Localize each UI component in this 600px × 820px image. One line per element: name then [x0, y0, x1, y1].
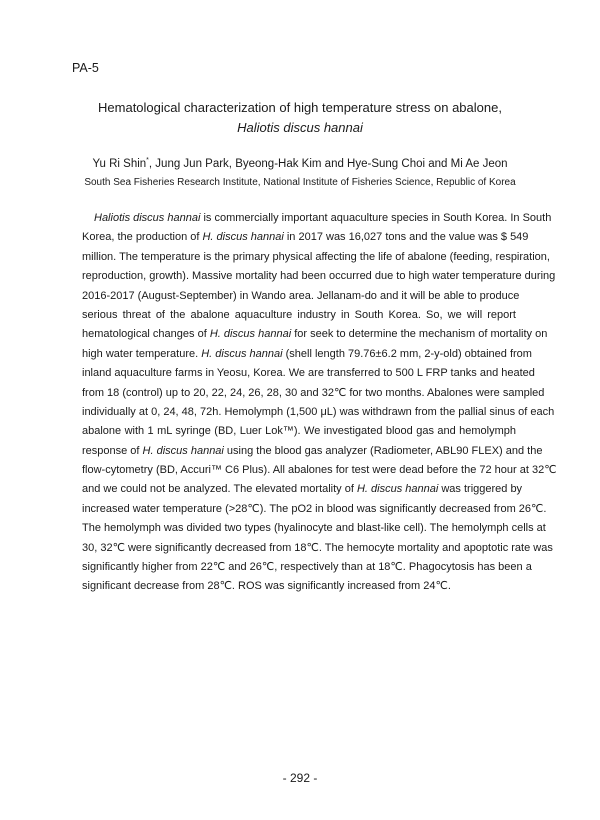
species-name: H. discus hannai: [356, 483, 439, 496]
title-line-1: Hematological characterization of high temperature stress on abalone,: [98, 100, 502, 115]
text-run: is commercially important aquaculture species in South Korea. In South: [200, 212, 552, 224]
abstract-line: 30, 32℃ were significantly decreased from 18℃. The hemocyte mortality and apoptotic rate was: [82, 541, 553, 554]
abstract-line: [82, 209, 552, 228]
abstract-line: abalone with 1 mL syringe (BD, Luer Lok™). We investigated blood gas and hemolymph: [82, 425, 516, 438]
abstract-line: 2016-2017 (August-September) in Wando area. Jellanam-do and it will be able to produce: [82, 289, 520, 302]
text-run: was triggered by: [438, 483, 523, 496]
abstract-line: The hemolymph was divided two types (hyalinocyte and blast-like cell). The hemolymph cells at: [82, 522, 546, 535]
corresponding-mark: *: [146, 157, 149, 165]
abstract-line: million. The temperature is the primary physical affecting the life of abalone (feeding, respiration,: [82, 250, 550, 263]
species-name: H. discus hannai: [142, 444, 224, 457]
other-authors: , Jung Jun Park, Byeong-Hak Kim and Hye-Sung Choi and Mi Ae Jeon: [148, 158, 508, 170]
abstract-line: [82, 325, 548, 344]
text-run: and we could not be analyzed. The elevated mortality of: [82, 483, 357, 496]
abstract-line: flow-cytometry (BD, Accuri™ C6 Plus). All abalones for test were dead before the 72 hour at 32℃: [82, 464, 557, 477]
text-run: Korea, the production of: [82, 231, 203, 244]
abstract-line: [82, 480, 523, 499]
title-line-2-species: Haliotis discus hannai: [237, 120, 363, 135]
abstract-line: serious threat of the abalone aquaculture industry in South Korea. So, we will report: [82, 308, 516, 321]
abstract-line: reproduction, growth). Massive mortality had been occurred due to high water temperature during: [82, 270, 556, 283]
abstract-line: from 18 (control) up to 20, 22, 24, 26, 28, 30 and 32℃ for two months. Abalones were sampled: [82, 386, 545, 399]
text-run: (shell length 79.76±6.2 mm, 2-y-old) obtained from: [282, 347, 532, 360]
author-list: [60, 156, 540, 172]
affiliation: South Sea Fisheries Research Institute, National Institute of Fisheries Science, Republic of Korea: [84, 177, 516, 188]
species-name: H. discus hannai: [202, 231, 284, 244]
session-code: PA-5: [72, 61, 99, 75]
species-name: H. discus hannai: [209, 328, 292, 341]
abstract-line: individually at 0, 24, 48, 72h. Hemolymph (1,500 μL) was withdrawn from the pallial sinus of each: [82, 405, 555, 418]
abstract-line: [82, 228, 529, 247]
species-name: Haliotis discus hannai: [94, 212, 201, 224]
text-run: in 2017 was 16,027 tons and the value was $ 549: [283, 231, 529, 244]
abstract-line: significantly higher from 22℃ and 26℃, respectively than at 18℃. Phagocytosis has been a: [82, 561, 532, 574]
abstract-body: [82, 209, 557, 597]
abstract-line: [82, 442, 543, 461]
text-run: for seek to determine the mechanism of mortality on: [291, 328, 548, 341]
abstract-line: [82, 345, 532, 364]
text-run: hematological changes of: [82, 328, 210, 341]
page-number: - 292 -: [282, 771, 318, 785]
species-name: H. discus hannai: [201, 347, 283, 360]
abstract-line: increased water temperature (>28℃). The pO2 in blood was significantly decreased from 26℃.: [82, 502, 547, 515]
text-run: response of: [82, 444, 143, 457]
abstract-line: inland aquaculture farms in Yeosu, Korea. We are transferred to 500 L FRP tanks and heated: [82, 367, 535, 380]
first-author: Yu Ri Shin: [92, 158, 147, 170]
abstract-title: [60, 98, 540, 138]
text-run: high water temperature.: [82, 347, 202, 360]
abstract-line: significant decrease from 28℃. ROS was significantly increased from 24℃.: [82, 580, 451, 593]
text-run: using the blood gas analyzer (Radiometer, ABL90 FLEX) and the: [223, 444, 543, 457]
